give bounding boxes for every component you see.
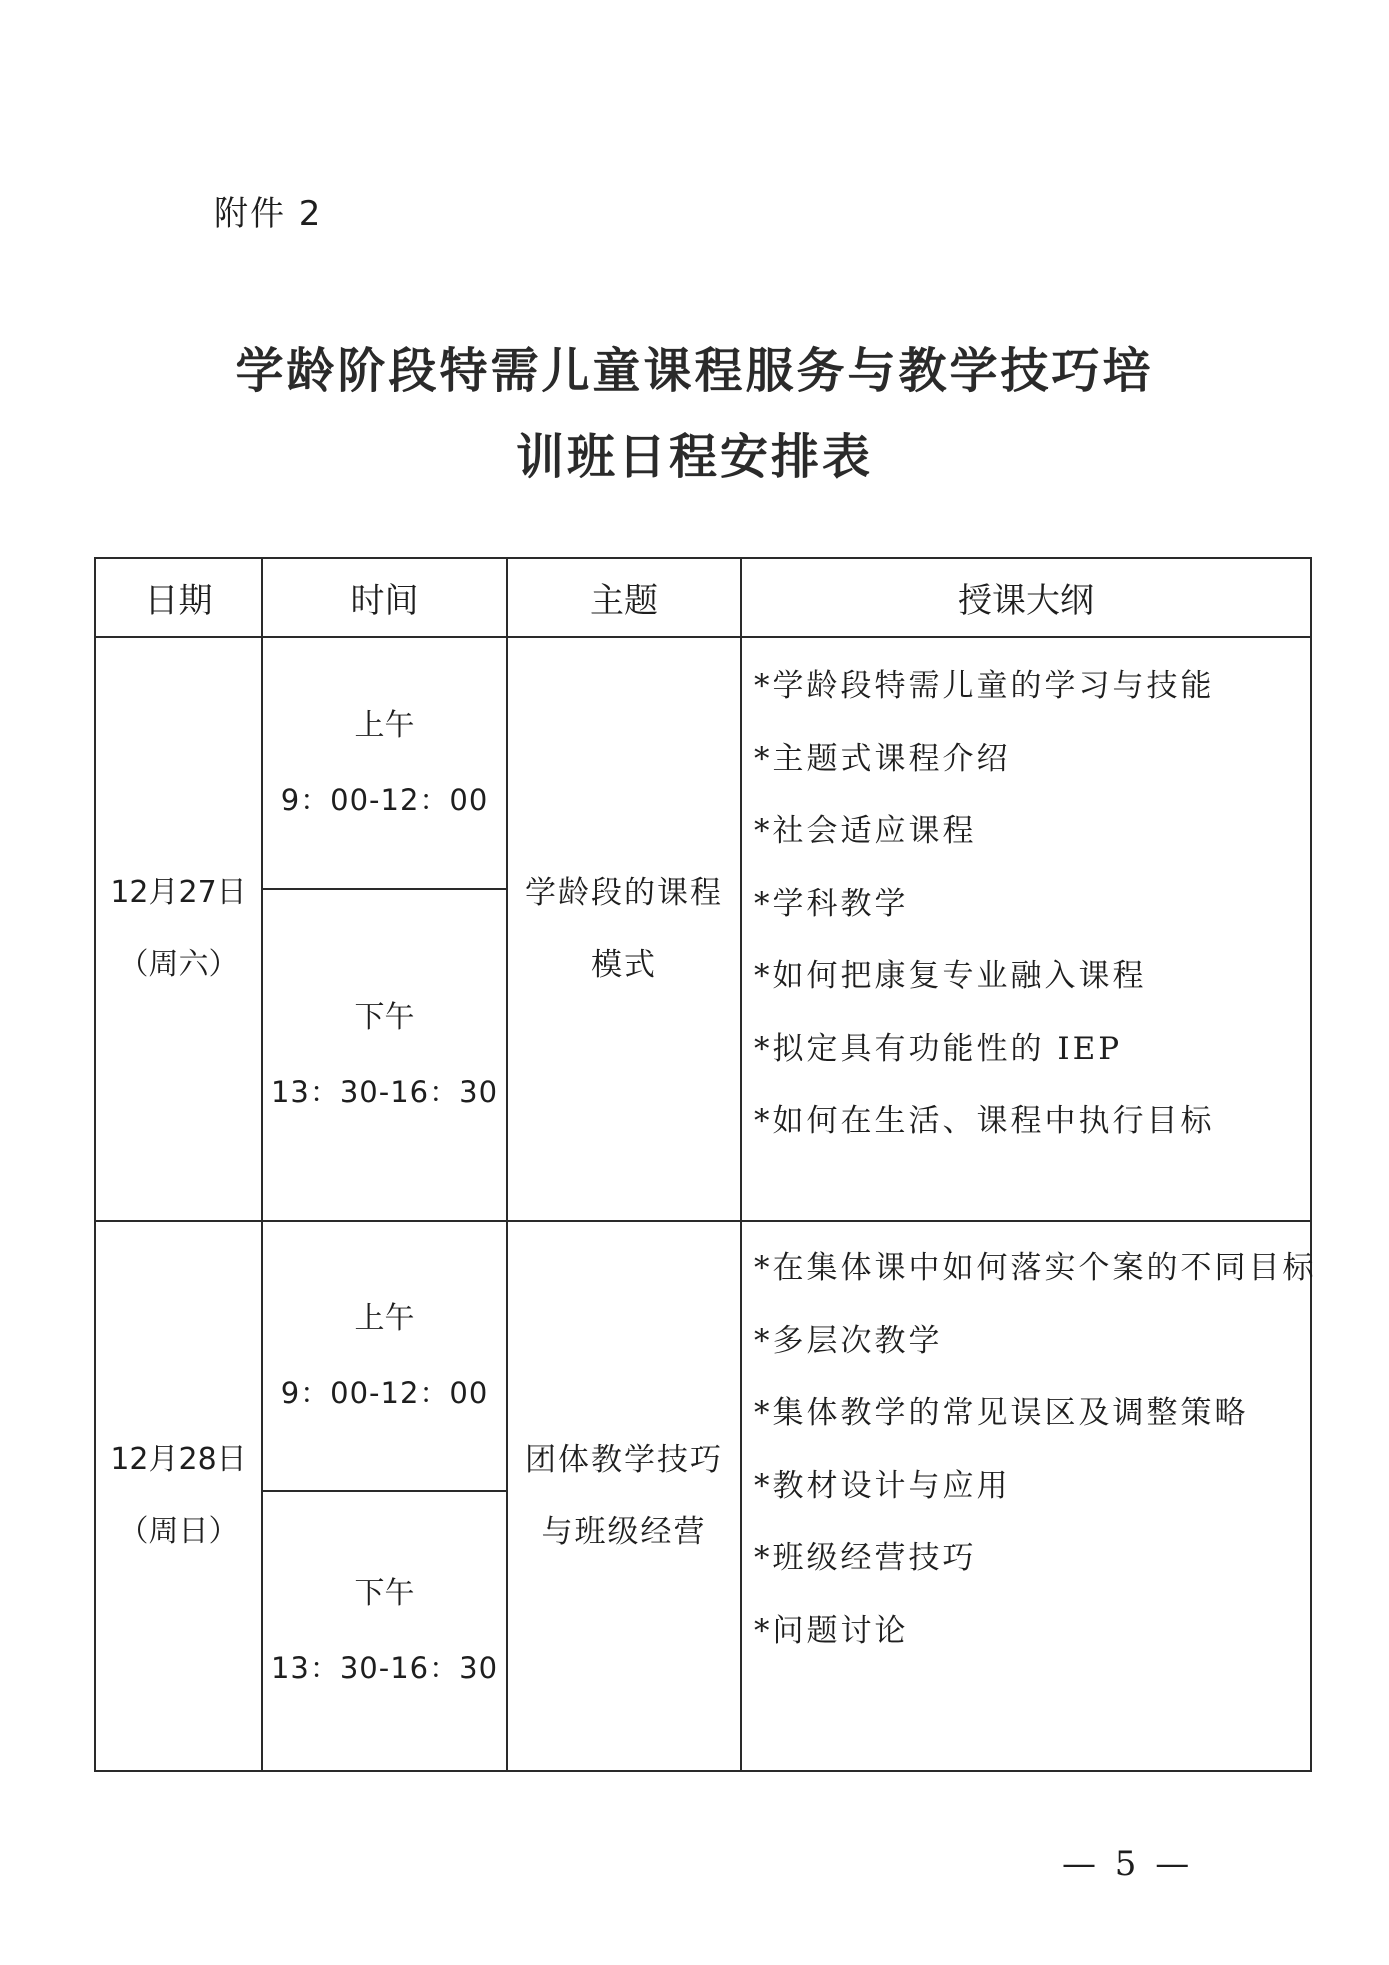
session-label: 下午	[354, 1576, 415, 1611]
topic-line: 学龄段的课程	[525, 875, 723, 911]
table-row	[95, 1221, 1311, 1491]
outline-item: *如何把康复专业融入课程	[754, 958, 1147, 994]
weekday-text: （周日）	[118, 1514, 239, 1549]
outline-cell	[741, 637, 1311, 1221]
header-date: 日期	[95, 558, 262, 637]
topic-cell	[507, 1221, 741, 1771]
date-cell	[95, 1221, 262, 1771]
outline-item: *教材设计与应用	[754, 1467, 1011, 1504]
date-text: 12月28日	[110, 1442, 247, 1477]
outline-item: *学龄段特需儿童的学习与技能	[754, 668, 1215, 704]
page-number: — 5 —	[1062, 1844, 1194, 1884]
session-time-range: 9：00-12：00	[280, 1376, 489, 1410]
outline-item: *班级经营技巧	[754, 1540, 977, 1576]
document-title-line-1: 学龄阶段特需儿童课程服务与教学技巧培	[235, 343, 1154, 399]
time-slot-morning	[262, 1221, 507, 1491]
date-text: 12月27日	[110, 875, 247, 910]
outline-cell	[741, 1221, 1317, 1771]
outline-item: *拟定具有功能性的 IEP	[754, 1030, 1123, 1067]
session-time-range: 13：30-16：30	[270, 1075, 499, 1109]
outline-item: *学科教学	[754, 885, 909, 922]
schedule-table	[94, 557, 1317, 1772]
topic-line: 模式	[591, 947, 657, 983]
session-time-range: 9：00-12：00	[280, 783, 489, 817]
topic-line: 与班级经营	[541, 1514, 707, 1550]
outline-list	[754, 1232, 1317, 1667]
weekday-text: （周六）	[118, 947, 239, 982]
session-label: 上午	[354, 1301, 415, 1336]
session-label: 下午	[354, 1000, 415, 1035]
outline-list	[754, 650, 1310, 1158]
attachment-label: 附件 2	[214, 194, 323, 234]
time-slot-afternoon	[262, 1491, 507, 1771]
date-cell	[95, 637, 262, 1221]
table-header-row	[95, 558, 1311, 637]
outline-item: *社会适应课程	[754, 813, 977, 849]
time-slot-afternoon	[262, 889, 507, 1221]
header-topic: 主题	[507, 558, 741, 637]
session-label: 上午	[354, 708, 415, 743]
table-row	[95, 637, 1311, 889]
topic-cell	[507, 637, 741, 1221]
outline-item: *如何在生活、课程中执行目标	[754, 1103, 1215, 1139]
topic-line: 团体教学技巧	[525, 1442, 723, 1478]
outline-item: *在集体课中如何落实个案的不同目标	[754, 1250, 1317, 1286]
outline-item: *主题式课程介绍	[754, 740, 1011, 777]
outline-item: *多层次教学	[754, 1322, 943, 1359]
outline-item: *问题讨论	[754, 1612, 909, 1649]
document-title-line-2: 训班日程安排表	[515, 429, 873, 485]
header-outline: 授课大纲	[741, 558, 1311, 637]
time-slot-morning	[262, 637, 507, 889]
session-time-range: 13：30-16：30	[270, 1651, 499, 1685]
outline-item: *集体教学的常见误区及调整策略	[754, 1395, 1249, 1431]
header-time: 时间	[262, 558, 507, 637]
